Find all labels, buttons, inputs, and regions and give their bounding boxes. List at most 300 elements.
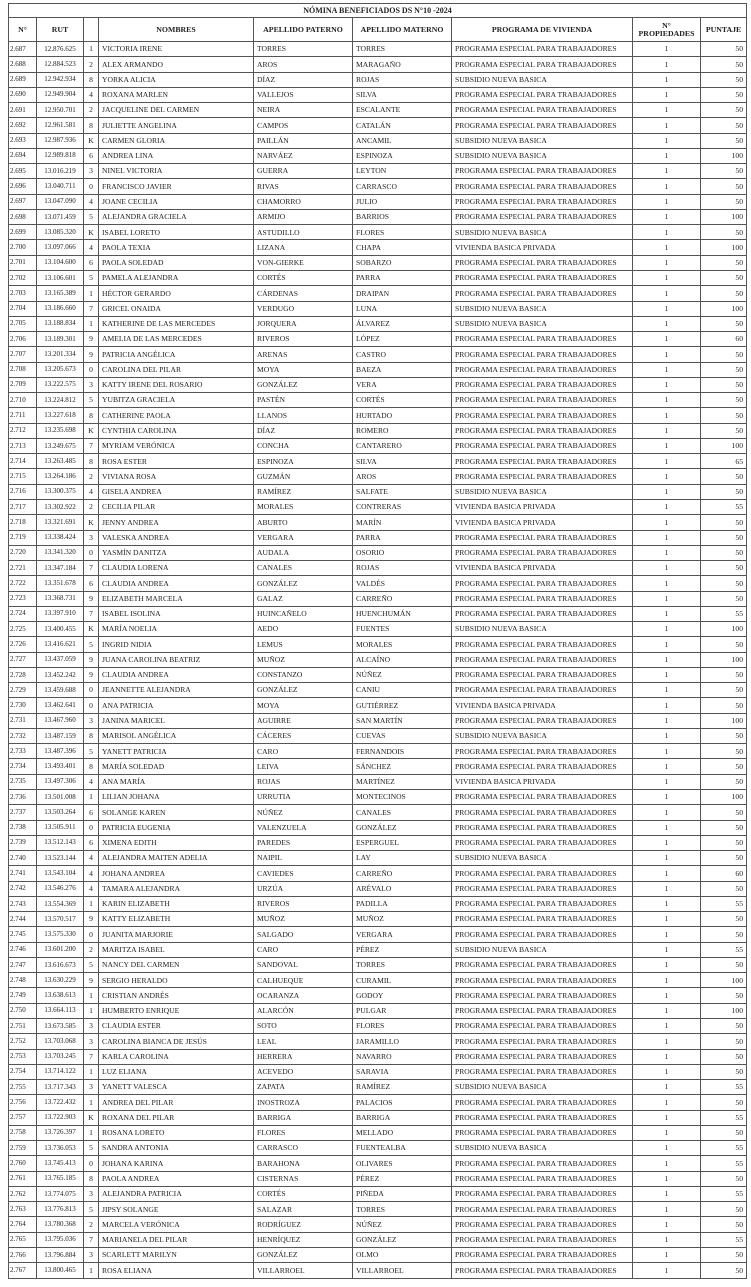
rut-cell: 13.249.675 [37, 438, 84, 453]
rut-cell: 13.714.122 [37, 1064, 84, 1079]
rut-cell: 13.703.245 [37, 1049, 84, 1064]
apellido-materno-cell: OLIVARES [353, 1156, 452, 1171]
apellido-materno-cell: LUNA [353, 301, 452, 316]
rut-dv-cell: 2 [84, 499, 99, 514]
num-propiedades-cell: 1 [633, 591, 701, 606]
programa-vivienda-cell: PROGRAMA ESPECIAL PARA TRABAJADORES [452, 591, 633, 606]
row-number-cell: 2.708 [9, 362, 37, 377]
programa-vivienda-cell: VIVIENDA BASICA PRIVADA [452, 499, 633, 514]
puntaje-cell: 50 [701, 1019, 747, 1034]
row-number-cell: 2.723 [9, 591, 37, 606]
nombres-cell: ALEJANDRA MAITEN ADELIA [99, 851, 254, 866]
nombres-cell: MARITZA ISABEL [99, 942, 254, 957]
programa-vivienda-cell: PROGRAMA ESPECIAL PARA TRABAJADORES [452, 667, 633, 682]
programa-vivienda-cell: PROGRAMA ESPECIAL PARA TRABAJADORES [452, 1125, 633, 1140]
apellido-paterno-cell: CALHUEQUE [254, 973, 353, 988]
rut-cell: 13.351.678 [37, 576, 84, 591]
table-row [9, 774, 747, 789]
table-row [9, 194, 747, 209]
row-number-cell: 2.717 [9, 499, 37, 514]
table-row [9, 1232, 747, 1247]
rut-cell: 12.987.936 [37, 133, 84, 148]
programa-vivienda-cell: SUBSIDIO NUEVA BASICA [452, 301, 633, 316]
puntaje-cell: 50 [701, 103, 747, 118]
rut-dv-cell: 1 [84, 988, 99, 1003]
row-number-cell: 2.724 [9, 606, 37, 621]
nombres-cell: HUMBERTO ENRIQUE [99, 1003, 254, 1018]
apellido-paterno-cell: CISTERNAS [254, 1171, 353, 1186]
nombres-cell: PAOLA SOLEDAD [99, 255, 254, 270]
table-row [9, 591, 747, 606]
apellido-materno-cell: FUENTES [353, 622, 452, 637]
num-propiedades-cell: 1 [633, 133, 701, 148]
rut-dv-cell: 1 [84, 286, 99, 301]
nombres-cell: JULIETTE ANGELINA [99, 118, 254, 133]
table-row [9, 1034, 747, 1049]
puntaje-cell: 50 [701, 774, 747, 789]
rut-cell: 13.736.053 [37, 1141, 84, 1156]
nombres-cell: KARLA CAROLINA [99, 1049, 254, 1064]
row-number-cell: 2.695 [9, 164, 37, 179]
puntaje-cell: 50 [701, 286, 747, 301]
rut-dv-cell: 0 [84, 362, 99, 377]
puntaje-cell: 60 [701, 332, 747, 347]
apellido-paterno-cell: VILLARROEL [254, 1263, 353, 1278]
rut-cell: 13.264.186 [37, 469, 84, 484]
puntaje-cell: 50 [701, 423, 747, 438]
programa-vivienda-cell: PROGRAMA ESPECIAL PARA TRABAJADORES [452, 1019, 633, 1034]
rut-cell: 13.726.397 [37, 1125, 84, 1140]
rut-cell: 13.201.334 [37, 347, 84, 362]
table-row [9, 805, 747, 820]
row-number-cell: 2.722 [9, 576, 37, 591]
programa-vivienda-cell: SUBSIDIO NUEVA BASICA [452, 72, 633, 87]
rut-cell: 13.774.075 [37, 1186, 84, 1201]
apellido-paterno-cell: ARENAS [254, 347, 353, 362]
apellido-materno-cell: BAEZA [353, 362, 452, 377]
apellido-materno-cell: BARRIGA [353, 1110, 452, 1125]
rut-dv-cell: 3 [84, 377, 99, 392]
num-propiedades-cell: 1 [633, 1125, 701, 1140]
apellido-materno-cell: PARRA [353, 530, 452, 545]
table-row [9, 942, 747, 957]
rut-cell: 13.467.960 [37, 713, 84, 728]
nombres-cell: HÉCTOR GERARDO [99, 286, 254, 301]
row-number-cell: 2.703 [9, 286, 37, 301]
programa-vivienda-cell: PROGRAMA ESPECIAL PARA TRABAJADORES [452, 1156, 633, 1171]
col-header-programa: PROGRAMA DE VIVIENDA [452, 18, 633, 42]
rut-cell: 13.397.910 [37, 606, 84, 621]
nombres-cell: YASMÍN DANITZA [99, 545, 254, 560]
rut-dv-cell: 3 [84, 1186, 99, 1201]
rut-dv-cell: 1 [84, 1095, 99, 1110]
rut-dv-cell: 7 [84, 301, 99, 316]
puntaje-cell: 100 [701, 622, 747, 637]
rut-dv-cell: 6 [84, 835, 99, 850]
table-row [9, 561, 747, 576]
table-row [9, 698, 747, 713]
table-row [9, 133, 747, 148]
programa-vivienda-cell: PROGRAMA ESPECIAL PARA TRABAJADORES [452, 423, 633, 438]
row-number-cell: 2.752 [9, 1034, 37, 1049]
rut-dv-cell: 1 [84, 1125, 99, 1140]
puntaje-cell: 50 [701, 87, 747, 102]
row-number-cell: 2.699 [9, 225, 37, 240]
table-row [9, 408, 747, 423]
col-header-dv [84, 18, 99, 42]
apellido-materno-cell: SILVA [353, 454, 452, 469]
rut-dv-cell: 0 [84, 698, 99, 713]
rut-dv-cell: 3 [84, 713, 99, 728]
apellido-paterno-cell: RIVEROS [254, 896, 353, 911]
row-number-cell: 2.760 [9, 1156, 37, 1171]
row-number-cell: 2.742 [9, 881, 37, 896]
row-number-cell: 2.761 [9, 1171, 37, 1186]
nombres-cell: AMELIA DE LAS MERCEDES [99, 332, 254, 347]
nombres-cell: CATHERINE PAOLA [99, 408, 254, 423]
rut-cell: 13.638.613 [37, 988, 84, 1003]
apellido-materno-cell: HUENCHUMÁN [353, 606, 452, 621]
puntaje-cell: 50 [701, 530, 747, 545]
nombres-cell: LUZ ELIANA [99, 1064, 254, 1079]
apellido-materno-cell: CURAMIL [353, 973, 452, 988]
table-row [9, 57, 747, 72]
rut-cell: 13.505.911 [37, 820, 84, 835]
row-number-cell: 2.731 [9, 713, 37, 728]
programa-vivienda-cell: PROGRAMA ESPECIAL PARA TRABAJADORES [452, 408, 633, 423]
rut-dv-cell: 7 [84, 438, 99, 453]
row-number-cell: 2.719 [9, 530, 37, 545]
nombres-cell: PATRICIA EUGENIA [99, 820, 254, 835]
num-propiedades-cell: 1 [633, 301, 701, 316]
rut-dv-cell: 1 [84, 1003, 99, 1018]
rut-cell: 13.165.389 [37, 286, 84, 301]
row-number-cell: 2.767 [9, 1263, 37, 1278]
num-propiedades-cell: 1 [633, 1034, 701, 1049]
rut-dv-cell: K [84, 1110, 99, 1125]
table-row [9, 652, 747, 667]
row-number-cell: 2.755 [9, 1080, 37, 1095]
puntaje-cell: 50 [701, 194, 747, 209]
num-propiedades-cell: 1 [633, 42, 701, 57]
row-number-cell: 2.753 [9, 1049, 37, 1064]
apellido-paterno-cell: ALARCÓN [254, 1003, 353, 1018]
programa-vivienda-cell: PROGRAMA ESPECIAL PARA TRABAJADORES [452, 1263, 633, 1278]
row-number-cell: 2.746 [9, 942, 37, 957]
rut-dv-cell: 2 [84, 469, 99, 484]
puntaje-cell: 100 [701, 973, 747, 988]
puntaje-cell: 50 [701, 362, 747, 377]
num-propiedades-cell: 1 [633, 1095, 701, 1110]
puntaje-cell: 50 [701, 881, 747, 896]
programa-vivienda-cell: VIVIENDA BASICA PRIVADA [452, 561, 633, 576]
apellido-paterno-cell: GONZÁLEZ [254, 683, 353, 698]
apellido-paterno-cell: CORTÉS [254, 1186, 353, 1201]
apellido-materno-cell: ALCAÍNO [353, 652, 452, 667]
row-number-cell: 2.713 [9, 438, 37, 453]
row-number-cell: 2.747 [9, 957, 37, 972]
nombres-cell: JIPSY SOLANGE [99, 1202, 254, 1217]
row-number-cell: 2.756 [9, 1095, 37, 1110]
apellido-paterno-cell: FLORES [254, 1125, 353, 1140]
rut-cell: 13.459.688 [37, 683, 84, 698]
nombres-cell: CLAUDIA ANDREA [99, 667, 254, 682]
puntaje-cell: 100 [701, 713, 747, 728]
nombres-cell: ANDREA LINA [99, 148, 254, 163]
rut-dv-cell: 1 [84, 42, 99, 57]
num-propiedades-cell: 1 [633, 194, 701, 209]
rut-cell: 13.347.184 [37, 561, 84, 576]
row-number-cell: 2.763 [9, 1202, 37, 1217]
puntaje-cell: 50 [701, 377, 747, 392]
rut-dv-cell: 0 [84, 683, 99, 698]
row-number-cell: 2.696 [9, 179, 37, 194]
rut-dv-cell: 0 [84, 1156, 99, 1171]
programa-vivienda-cell: PROGRAMA ESPECIAL PARA TRABAJADORES [452, 805, 633, 820]
row-number-cell: 2.688 [9, 57, 37, 72]
apellido-paterno-cell: PAILLÁN [254, 133, 353, 148]
programa-vivienda-cell: PROGRAMA ESPECIAL PARA TRABAJADORES [452, 1171, 633, 1186]
num-propiedades-cell: 1 [633, 1064, 701, 1079]
col-header-apellido-materno: APELLIDO MATERNO [353, 18, 452, 42]
puntaje-cell: 50 [701, 42, 747, 57]
apellido-paterno-cell: CONSTANZO [254, 667, 353, 682]
apellido-materno-cell: ESPINOZA [353, 148, 452, 163]
rut-dv-cell: 5 [84, 209, 99, 224]
apellido-paterno-cell: MORALES [254, 499, 353, 514]
nombres-cell: ROXANA DEL PILAR [99, 1110, 254, 1125]
nombres-cell: JOHANA KARINA [99, 1156, 254, 1171]
table-row [9, 530, 747, 545]
table-row [9, 454, 747, 469]
row-number-cell: 2.729 [9, 683, 37, 698]
puntaje-cell: 50 [701, 851, 747, 866]
table-row [9, 820, 747, 835]
apellido-paterno-cell: GUZMÁN [254, 469, 353, 484]
nombres-cell: MARCELA VERÓNICA [99, 1217, 254, 1232]
row-number-cell: 2.700 [9, 240, 37, 255]
programa-vivienda-cell: PROGRAMA ESPECIAL PARA TRABAJADORES [452, 194, 633, 209]
apellido-materno-cell: FLORES [353, 225, 452, 240]
table-row [9, 866, 747, 881]
puntaje-cell: 50 [701, 698, 747, 713]
nombres-cell: CARMEN GLORIA [99, 133, 254, 148]
apellido-paterno-cell: HERRERA [254, 1049, 353, 1064]
puntaje-cell: 50 [701, 1171, 747, 1186]
nombres-cell: ALEJANDRA PATRICIA [99, 1186, 254, 1201]
row-number-cell: 2.706 [9, 332, 37, 347]
apellido-materno-cell: LEYTON [353, 164, 452, 179]
apellido-paterno-cell: GONZÁLEZ [254, 1247, 353, 1262]
apellido-materno-cell: GODOY [353, 988, 452, 1003]
puntaje-cell: 50 [701, 744, 747, 759]
rut-dv-cell: 2 [84, 1217, 99, 1232]
nombres-cell: CLAUDIA ANDREA [99, 576, 254, 591]
programa-vivienda-cell: PROGRAMA ESPECIAL PARA TRABAJADORES [452, 1095, 633, 1110]
rut-dv-cell: 8 [84, 454, 99, 469]
table-row [9, 240, 747, 255]
rut-cell: 13.493.401 [37, 759, 84, 774]
programa-vivienda-cell: VIVIENDA BASICA PRIVADA [452, 698, 633, 713]
apellido-paterno-cell: HUINCAÑELO [254, 606, 353, 621]
num-propiedades-cell: 1 [633, 1247, 701, 1262]
puntaje-cell: 50 [701, 1034, 747, 1049]
programa-vivienda-cell: PROGRAMA ESPECIAL PARA TRABAJADORES [452, 606, 633, 621]
rut-cell: 13.776.813 [37, 1202, 84, 1217]
puntaje-cell: 60 [701, 866, 747, 881]
apellido-materno-cell: ANCAMIL [353, 133, 452, 148]
nombres-cell: ISABEL ISOLINA [99, 606, 254, 621]
num-propiedades-cell: 1 [633, 1202, 701, 1217]
table-row [9, 606, 747, 621]
num-propiedades-cell: 1 [633, 270, 701, 285]
apellido-materno-cell: PÉREZ [353, 942, 452, 957]
table-row [9, 545, 747, 560]
programa-vivienda-cell: PROGRAMA ESPECIAL PARA TRABAJADORES [452, 957, 633, 972]
rut-dv-cell: 3 [84, 164, 99, 179]
table-row [9, 1125, 747, 1140]
row-number-cell: 2.739 [9, 835, 37, 850]
num-propiedades-cell: 1 [633, 316, 701, 331]
apellido-paterno-cell: CORTÉS [254, 270, 353, 285]
table-row [9, 1080, 747, 1095]
nombres-cell: GISELA ANDREA [99, 484, 254, 499]
apellido-paterno-cell: NEIRA [254, 103, 353, 118]
apellido-materno-cell: PIÑEDA [353, 1186, 452, 1201]
puntaje-cell: 50 [701, 728, 747, 743]
row-number-cell: 2.697 [9, 194, 37, 209]
puntaje-cell: 50 [701, 576, 747, 591]
rut-cell: 13.722.903 [37, 1110, 84, 1125]
rut-cell: 13.703.068 [37, 1034, 84, 1049]
rut-dv-cell: 5 [84, 957, 99, 972]
apellido-materno-cell: DRAIPAN [353, 286, 452, 301]
table-row [9, 576, 747, 591]
num-propiedades-cell: 1 [633, 606, 701, 621]
programa-vivienda-cell: PROGRAMA ESPECIAL PARA TRABAJADORES [452, 744, 633, 759]
num-propiedades-cell: 1 [633, 820, 701, 835]
apellido-materno-cell: FUENTEALBA [353, 1141, 452, 1156]
nombres-cell: JACQUELINE DEL CARMEN [99, 103, 254, 118]
num-propiedades-cell: 1 [633, 423, 701, 438]
num-propiedades-cell: 1 [633, 942, 701, 957]
puntaje-cell: 100 [701, 240, 747, 255]
puntaje-cell: 50 [701, 393, 747, 408]
rut-dv-cell: 9 [84, 347, 99, 362]
puntaje-cell: 50 [701, 484, 747, 499]
rut-dv-cell: 1 [84, 790, 99, 805]
puntaje-cell: 50 [701, 1217, 747, 1232]
row-number-cell: 2.698 [9, 209, 37, 224]
nombres-cell: ROSANA LORETO [99, 1125, 254, 1140]
rut-cell: 13.047.090 [37, 194, 84, 209]
apellido-materno-cell: NAVARRO [353, 1049, 452, 1064]
table-row [9, 759, 747, 774]
nombres-cell: VIVIANA ROSA [99, 469, 254, 484]
rut-dv-cell: 5 [84, 393, 99, 408]
apellido-paterno-cell: NAIPIL [254, 851, 353, 866]
apellido-paterno-cell: ARMIJO [254, 209, 353, 224]
table-row [9, 301, 747, 316]
apellido-paterno-cell: MUÑOZ [254, 652, 353, 667]
rut-cell: 13.263.485 [37, 454, 84, 469]
apellido-materno-cell: ROJAS [353, 561, 452, 576]
table-row [9, 393, 747, 408]
num-propiedades-cell: 1 [633, 1232, 701, 1247]
programa-vivienda-cell: PROGRAMA ESPECIAL PARA TRABAJADORES [452, 973, 633, 988]
nombres-cell: KARIN ELIZABETH [99, 896, 254, 911]
num-propiedades-cell: 1 [633, 118, 701, 133]
rut-dv-cell: 3 [84, 1019, 99, 1034]
programa-vivienda-cell: PROGRAMA ESPECIAL PARA TRABAJADORES [452, 927, 633, 942]
row-number-cell: 2.764 [9, 1217, 37, 1232]
num-propiedades-cell: 1 [633, 179, 701, 194]
nombres-cell: ALEX ARMANDO [99, 57, 254, 72]
puntaje-cell: 55 [701, 1110, 747, 1125]
num-propiedades-cell: 1 [633, 835, 701, 850]
apellido-materno-cell: MARÍN [353, 515, 452, 530]
apellido-materno-cell: CONTRERAS [353, 499, 452, 514]
programa-vivienda-cell: SUBSIDIO NUEVA BASICA [452, 942, 633, 957]
puntaje-cell: 50 [701, 1064, 747, 1079]
puntaje-cell: 50 [701, 57, 747, 72]
num-propiedades-cell: 1 [633, 87, 701, 102]
programa-vivienda-cell: SUBSIDIO NUEVA BASICA [452, 1141, 633, 1156]
programa-vivienda-cell: PROGRAMA ESPECIAL PARA TRABAJADORES [452, 1232, 633, 1247]
nombres-cell: ALEJANDRA GRACIELA [99, 209, 254, 224]
puntaje-cell: 55 [701, 896, 747, 911]
nombres-cell: LILIAN JOHANA [99, 790, 254, 805]
programa-vivienda-cell: PROGRAMA ESPECIAL PARA TRABAJADORES [452, 103, 633, 118]
table-row [9, 927, 747, 942]
rut-dv-cell: 5 [84, 1202, 99, 1217]
rut-dv-cell: 0 [84, 820, 99, 835]
table-row [9, 1110, 747, 1125]
table-row [9, 1263, 747, 1278]
apellido-materno-cell: LÓPEZ [353, 332, 452, 347]
apellido-paterno-cell: VALLEJOS [254, 87, 353, 102]
num-propiedades-cell: 1 [633, 1049, 701, 1064]
num-propiedades-cell: 1 [633, 728, 701, 743]
nombres-cell: SANDRA ANTONIA [99, 1141, 254, 1156]
puntaje-cell: 50 [701, 591, 747, 606]
programa-vivienda-cell: SUBSIDIO NUEVA BASICA [452, 148, 633, 163]
rut-cell: 13.570.517 [37, 912, 84, 927]
programa-vivienda-cell: PROGRAMA ESPECIAL PARA TRABAJADORES [452, 469, 633, 484]
row-number-cell: 2.709 [9, 377, 37, 392]
programa-vivienda-cell: PROGRAMA ESPECIAL PARA TRABAJADORES [452, 912, 633, 927]
apellido-paterno-cell: PAREDES [254, 835, 353, 850]
num-propiedades-cell: 1 [633, 1003, 701, 1018]
rut-cell: 12.942.934 [37, 72, 84, 87]
apellido-paterno-cell: ABURTO [254, 515, 353, 530]
rut-cell: 13.106.601 [37, 270, 84, 285]
puntaje-cell: 65 [701, 454, 747, 469]
rut-cell: 13.554.369 [37, 896, 84, 911]
programa-vivienda-cell: SUBSIDIO NUEVA BASICA [452, 316, 633, 331]
rut-dv-cell: 0 [84, 545, 99, 560]
nombres-cell: FRANCISCO JAVIER [99, 179, 254, 194]
table-row [9, 683, 747, 698]
num-propiedades-cell: 1 [633, 790, 701, 805]
nombres-cell: JANINA MARICEL [99, 713, 254, 728]
apellido-paterno-cell: CHAMORRO [254, 194, 353, 209]
num-propiedades-cell: 1 [633, 698, 701, 713]
apellido-paterno-cell: OCARANZA [254, 988, 353, 1003]
rut-dv-cell: 5 [84, 744, 99, 759]
programa-vivienda-cell: PROGRAMA ESPECIAL PARA TRABAJADORES [452, 988, 633, 1003]
apellido-paterno-cell: SALAZAR [254, 1202, 353, 1217]
